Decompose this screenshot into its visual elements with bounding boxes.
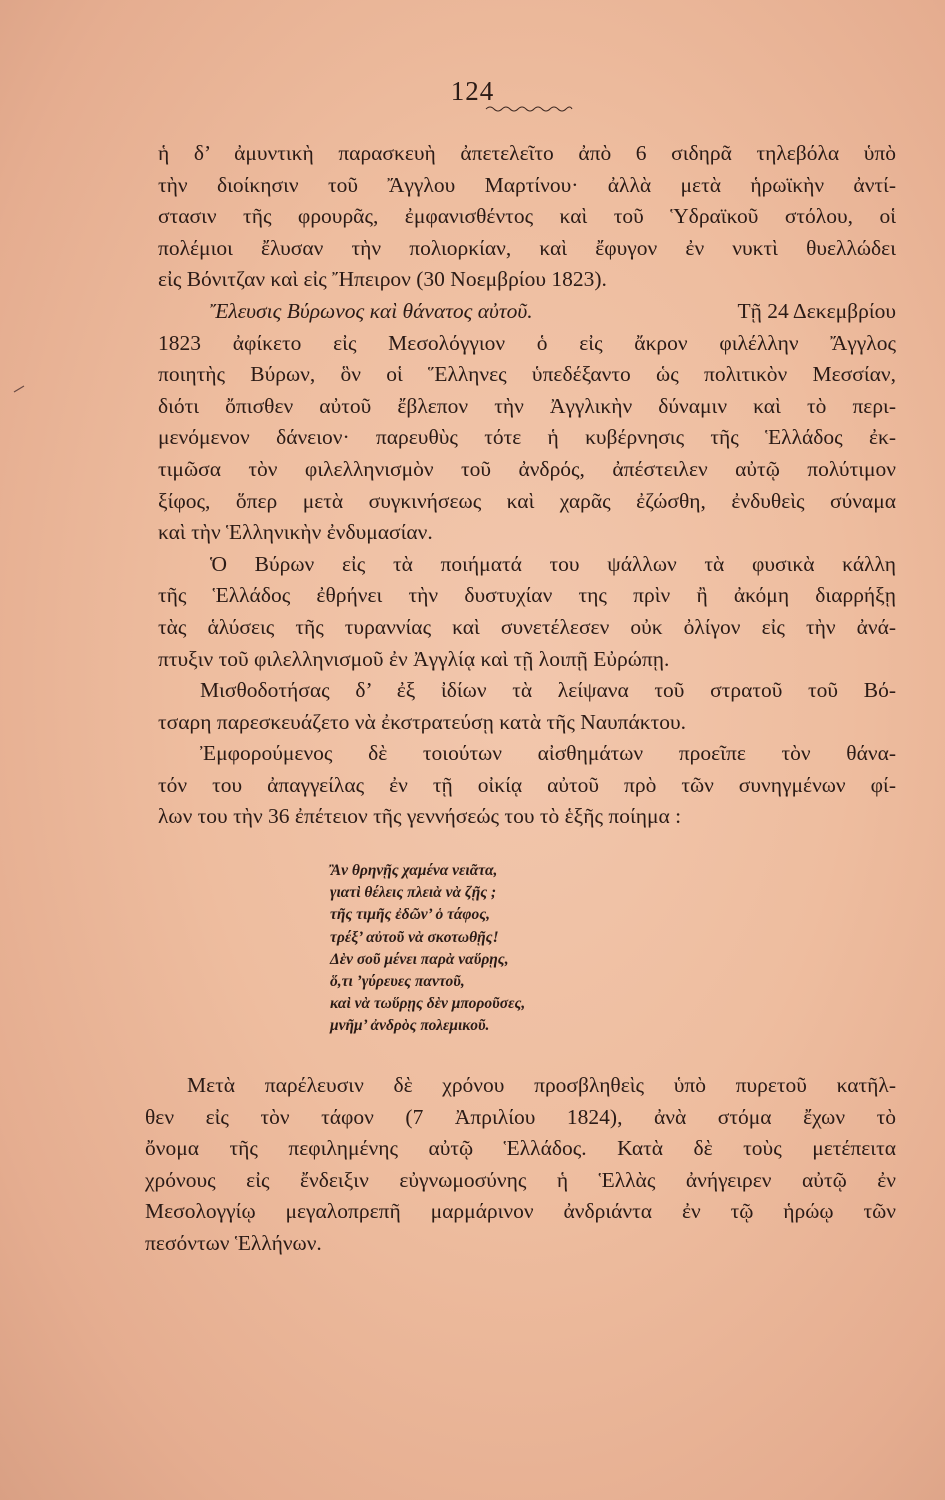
text-line: ποιητὴς Βύρων, ὃν οἱ Ἕλληνες ὑπεδέξαντο ὡς πολιτικὸν Μεσσίαν,	[158, 362, 896, 387]
text-line: ξίφος, ὅπερ μετὰ συγκινήσεως καὶ χαρᾶς ἐζώσθη, ἐνδυθεὶς σύναμα	[158, 488, 896, 513]
poem-line: Δὲν σοῦ μένει παρὰ ναὕρῃς,	[330, 950, 509, 968]
text-line: Μισθοδοτήσας δ’ ἐξ ἰδίων τὰ λείψανα τοῦ στρατοῦ τοῦ Βό-	[200, 678, 896, 703]
text-line: Μετὰ παρέλευσιν δὲ χρόνου προσβληθεὶς ὑπὸ πυρετοῦ κατῆλ-	[187, 1073, 896, 1097]
text-line: τῆς Ἑλλάδος ἐθρήνει τὴν δυστυχίαν της πρὶν ἢ ἀκόμη διαρρήξῃ	[158, 583, 896, 608]
text-line: Ὁ Βύρων εἰς τὰ ποιήματά του ψάλλων τὰ φυσικὰ κάλλη	[210, 551, 896, 576]
section-heading-line	[158, 296, 896, 328]
text-line: τιμῶσα τὸν φιλελληνισμὸν τοῦ ἀνδρός, ἀπέστειλεν αὐτῷ πολύτιμον	[158, 456, 896, 481]
poem-line: γιατὶ θέλεις πλειὰ νὰ ζῇς ;	[330, 884, 497, 902]
poem-line: τῆς τιμῆς ἐδῶν’ ὁ τάφος,	[330, 906, 491, 924]
poem-line: τρέξ’ αὐτοῦ νὰ σκοτωθῇς!	[330, 928, 499, 946]
margin-pencil-mark	[12, 384, 26, 394]
poem-line: Ἂν θρηνῇς χαμένα νειᾶτα,	[330, 862, 498, 879]
text-fragment: Τῇ 24 Δεκεμβρίου	[737, 298, 896, 323]
text-line: εἰς Βόνιτζαν καὶ εἰς Ἤπειρον (30 Νοεμβρίου 1823).	[158, 267, 607, 292]
closing-text	[145, 1070, 896, 1260]
text-line: τόν του ἀπαγγείλας ἐν τῇ οἰκίᾳ αὐτοῦ πρὸ τῶν συνηγμένων φί-	[158, 772, 896, 797]
text-line: 1823 ἀφίκετο εἰς Μεσολόγγιον ὁ εἰς ἄκρον φιλέλλην Ἄγγλος	[158, 330, 896, 355]
text-line: τὴν διοίκησιν τοῦ Ἄγγλου Μαρτίνου· ἀλλὰ μετὰ ἡρωϊκὴν ἀντί-	[158, 172, 896, 197]
text-line: πτυξιν τοῦ φιλελληνισμοῦ ἐν Ἀγγλίᾳ καὶ τῇ λοιπῇ Εὐρώπῃ.	[158, 646, 670, 671]
text-line: τσαρη παρεσκευάζετο νὰ ἐκστρατεύσῃ κατὰ τῆς Ναυπάκτου.	[158, 709, 687, 734]
text-line: τὰς ἁλύσεις τῆς τυραννίας καὶ συνετέλεσεν οὐκ ὀλίγον εἰς τὴν ἀνά-	[158, 614, 896, 639]
text-line: ἡ δ’ ἀμυντικὴ παρασκευὴ ἀπετελεῖτο ἀπὸ 6 σιδηρᾶ τηλεβόλα ὑπὸ	[158, 141, 896, 165]
main-text	[158, 138, 896, 833]
text-line: μενόμενον δάνειον· παρευθὺς τότε ἡ κυβέρνησις τῆς Ἑλλάδος ἐκ-	[158, 425, 896, 450]
decorative-rule	[484, 104, 574, 114]
text-line: πεσόντων Ἑλλήνων.	[145, 1230, 322, 1255]
text-line: πολέμιοι ἔλυσαν τὴν πολιορκίαν, καὶ ἔφυγον ἐν νυκτὶ θυελλώδει	[158, 235, 896, 260]
text-line: θεν εἰς τὸν τάφον (7 Ἀπριλίου 1824), ἀνὰ στόμα ἔχων τὸ	[145, 1104, 896, 1129]
poem-line: μνῆμ’ ἀνδρὸς πολεμικοῦ.	[330, 1017, 490, 1035]
poem-line: ὅ,τι ’γύρευες παντοῦ,	[330, 972, 465, 990]
poem-line: καὶ νὰ τωὕρῃς δὲν μποροῦσες,	[330, 995, 526, 1013]
page-number: 124	[450, 76, 495, 106]
section-heading: Ἔλευσις Βύρωνος καὶ θάνατος αὐτοῦ.	[210, 298, 533, 323]
text-line: διότι ὄπισθεν αὐτοῦ ἔβλεπον τὴν Ἀγγλικὴν δύναμιν καὶ τὸ περι-	[158, 393, 896, 418]
text-line: καὶ τὴν Ἑλληνικὴν ἐνδυμασίαν.	[158, 520, 433, 545]
text-line: στασιν τῆς φρουρᾶς, ἐμφανισθέντος καὶ τοῦ Ὑδραϊκοῦ στόλου, οἱ	[158, 204, 896, 229]
poem	[330, 860, 630, 1038]
text-line: Ἐμφορούμενος δὲ τοιούτων αἰσθημάτων προεῖπε τὸν θάνα-	[200, 741, 896, 766]
text-line: χρόνους εἰς ἔνδειξιν εὐγνωμοσύνης ἡ Ἑλλὰς ἀνήγειρεν αὐτῷ ἐν	[145, 1167, 896, 1192]
text-line: ὄνομα τῆς πεφιλημένης αὐτῷ Ἑλλάδος. Κατὰ δὲ τοὺς μετέπειτα	[145, 1136, 896, 1161]
text-line: λων του τὴν 36 ἐπέτειον τῆς γεννήσεώς του τὸ ἑξῆς ποίημα :	[158, 804, 682, 829]
text-line: Μεσολογγίῳ μεγαλοπρεπῆ μαρμάρινον ἀνδριάντα ἐν τῷ ἡρώῳ τῶν	[145, 1199, 896, 1224]
